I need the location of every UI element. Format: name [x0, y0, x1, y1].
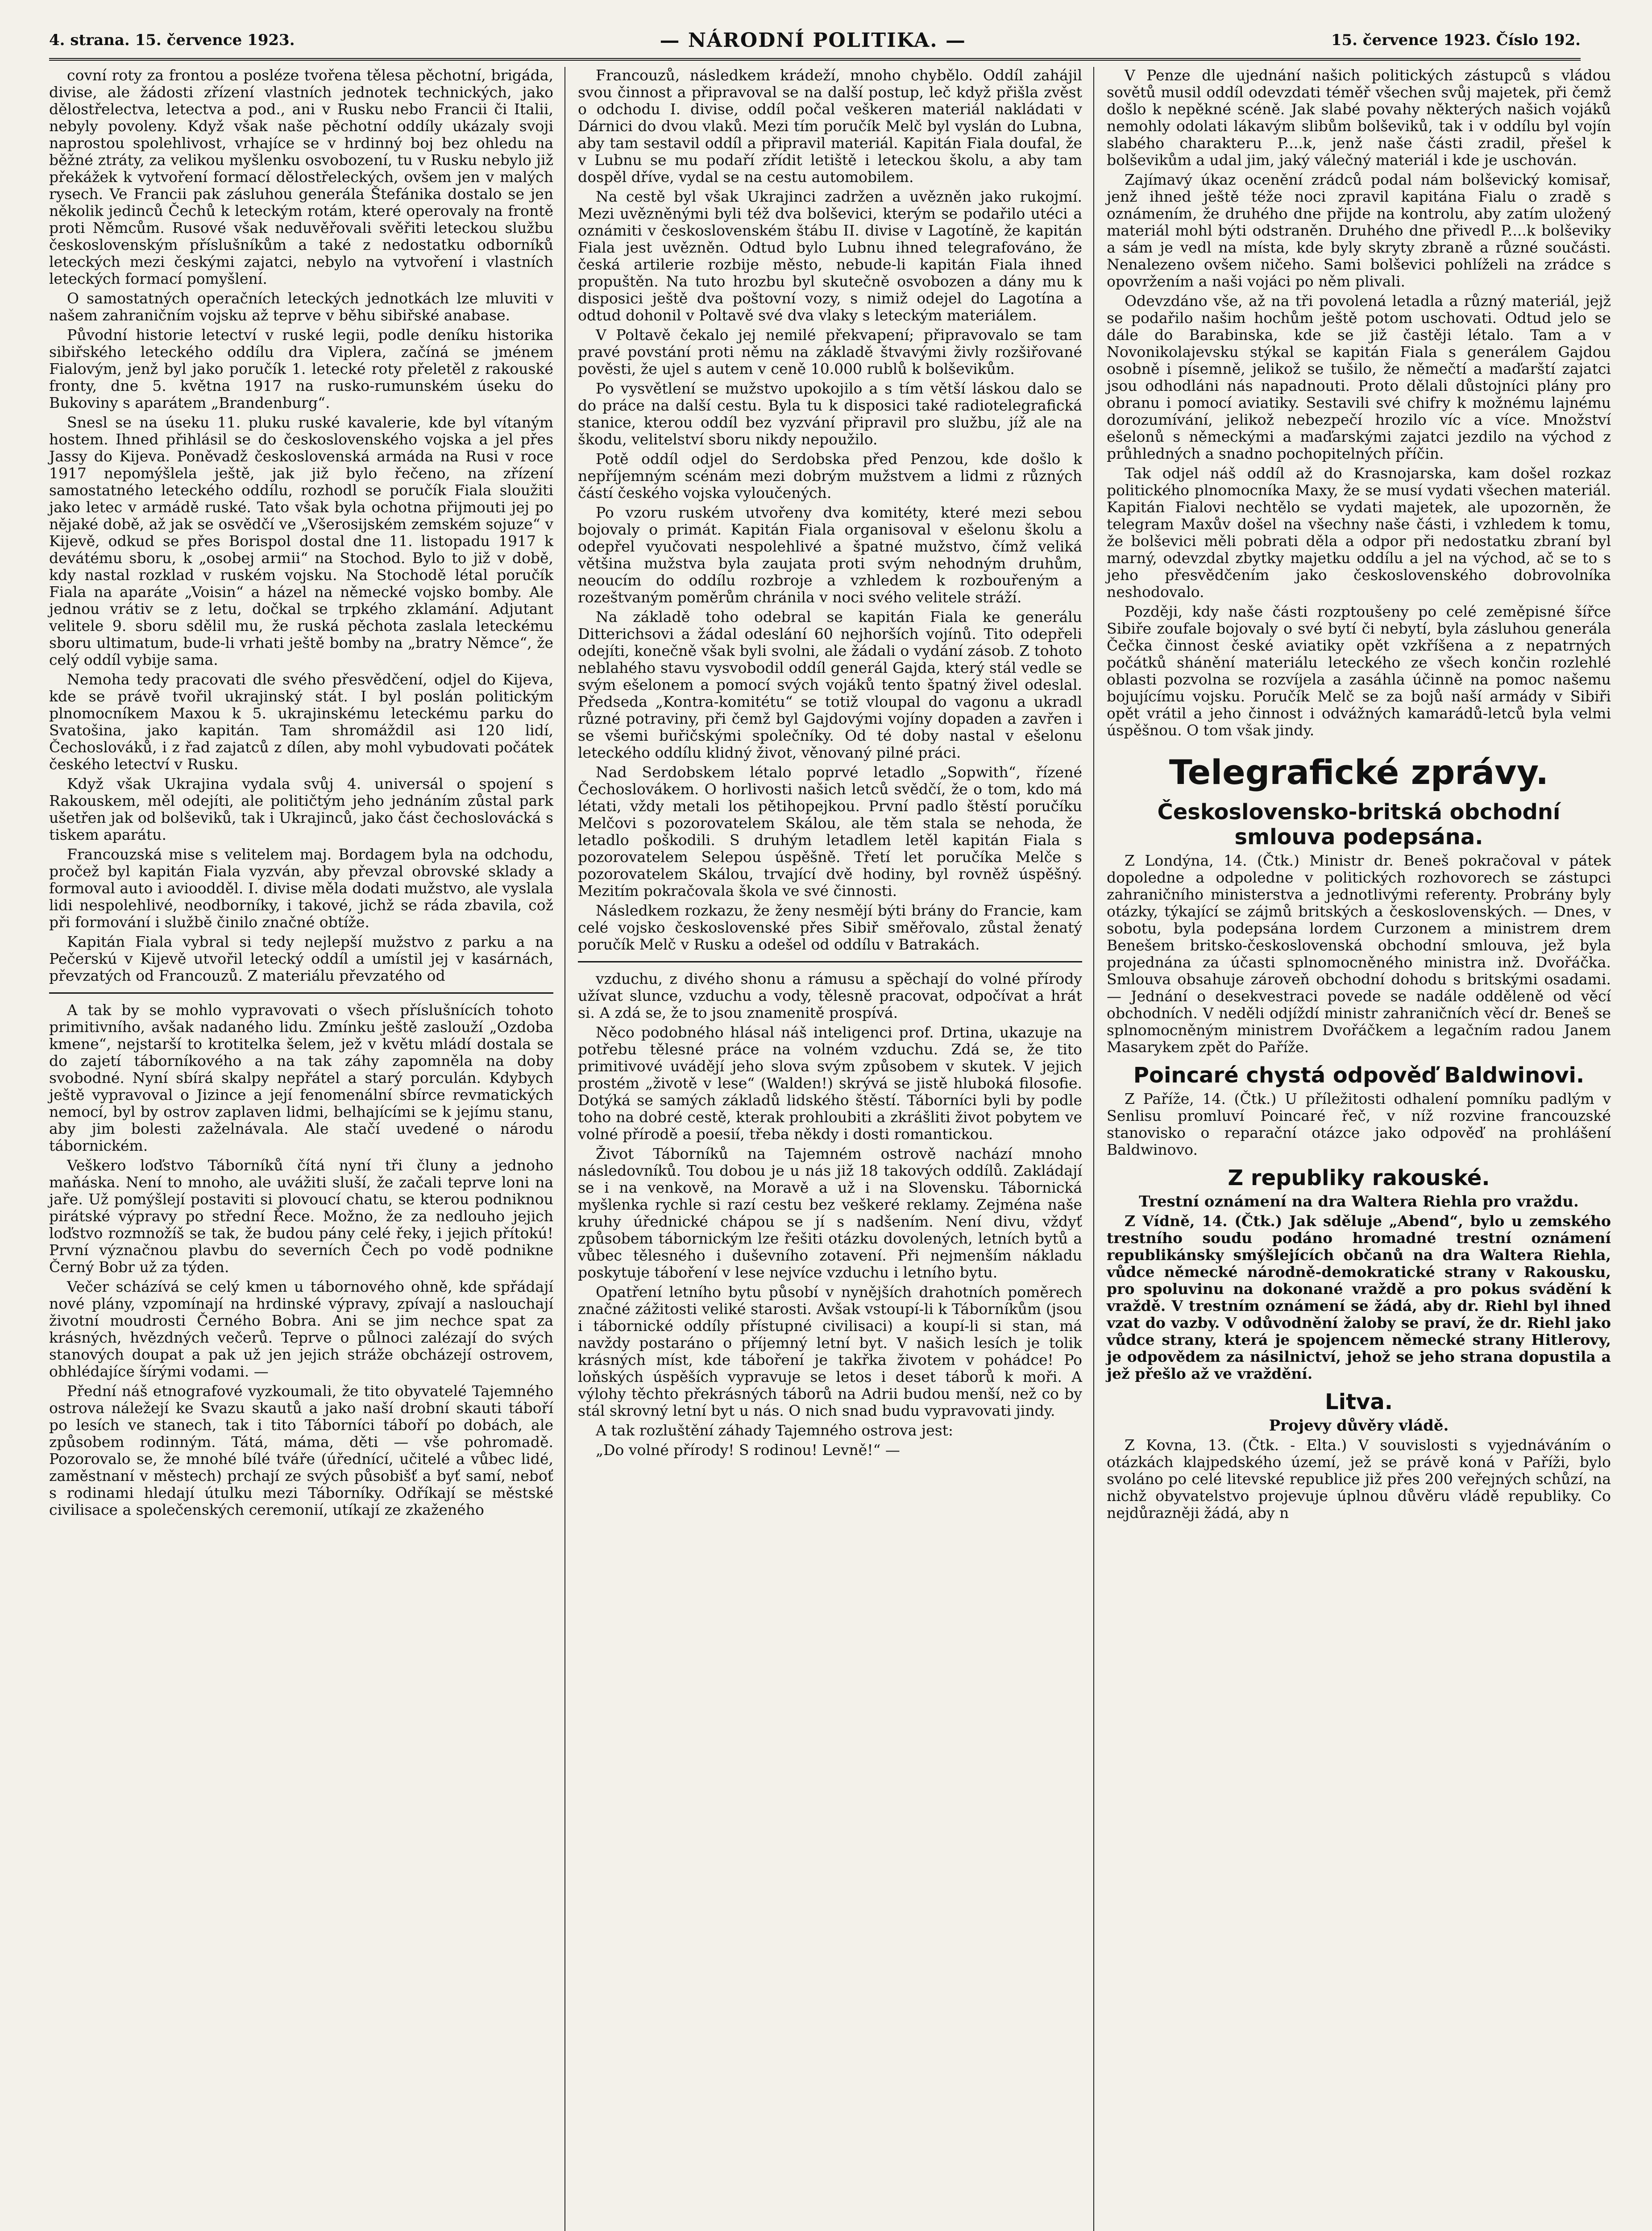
paragraph: Nad Serdobskem létalo poprvé letadlo „Sopwith“, řízené Čechoslovákem. O horlivosti našich letců svědčí, že o tom, kdo má létati, vždy metali los pětihopejkou. První padlo štěstí poručíku Melčovi s pozorovatelem Skálou, ale těm stala se nehoda, že letadlo poškodili. S druhým letadlem letěl kapitán Fiala s pozorovatelem Selepou úspěšně. Třetí let poručíka Melče s pozorovatelem Skálou, trvající dvě hodiny, byl rovněž úspěšný. Mezitím pokračovala škola ve své činnosti. [578, 763, 1082, 900]
paragraph: Na základě toho odebral se kapitán Fiala ke generálu Ditterichsovi a žádal odeslání 60 nejhorších vojínů. Tito odepřeli odejíti, konečně však byli svolni, ale žádali o vydání zásob. Z tohoto neblahého stavu vysvobodil oddíl generál Gajda, který stál vedle se svým ešelonem a pomocí svých vojáků tento špatný živel odeslal. Předseda „Kontra-komitétu“ se totiž vloupal do vagonu a ukradl různé potraviny, při čemž byl Gajdovými vojíny dopaden a zavřen i se všemi buřičskými společníky. Od té doby nastal v ešelonu leteckého oddílu klidný život, věnovaný pilné práci. [578, 608, 1082, 761]
section-divider [49, 992, 553, 994]
paragraph: V Poltavě čekalo jej nemilé překvapení; připravovalo se tam pravé povstání proti němu na základě štvavými živly rozšiřované pověsti, že ujel s autem v ceně 10.000 rublů k bolševikům. [578, 326, 1082, 377]
paragraph: Po vzoru ruském utvořeny dva komitéty, které mezi sebou bojovaly o primát. Kapitán Fiala organisoval v ešelonu školu a odepřel vyučovati nespolehlivé a špatné mužstvo, čímž veliká většina mužstva byla zaujata proti svým nehodným druhům, neoucím do oddílu rozbroje a vzhledem k rozbouřeným a rozeštvaným poměrům chránila v noci svého velitele stráží. [578, 504, 1082, 606]
page-header [49, 27, 1581, 54]
paragraph: V Penze dle ujednání našich politických zástupců s vládou sovětů musil oddíl odevzdati téměř všechen svůj majetek, při čemž došlo k nepěkné scéně. Jak slabé povahy některých našich vojáků nemohly odolati lákavým slibům bolševiků, tak i v oddílu byl vojín slabého charakteru P....k, jenž naše části zradil, přešel k bolševikům a udal jim, jaký válečný materiál i kde je uschován. [1107, 66, 1611, 169]
paragraph: A tak rozluštění záhady Tajemného ostrova jest: [596, 1422, 954, 1439]
paragraph: Z Paříže, 14. (Čtk.) U příležitosti odhalení pomníku padlým v Senlisu promluví Poincaré řeč, v níž rozvine francouzské stanovisko o reparační otázce jako odpověď na prohlášení Baldwinovo. [1107, 1090, 1611, 1158]
header-right: 15. července 1923. Číslo 192. [1331, 31, 1581, 49]
header-rule [49, 58, 1581, 61]
paragraph: Přední náš etnografové vyzkoumali, že tito obyvatelé Tajemného ostrova náležejí ke Svazu skautů a jako naší drobní skauti táboří po lesích ve stanech, tak i tito Táborníci táboří po dobách, ale způsobem rodinným. Tátá, máma, děti — vše pohromadě. Pozorovalo se, že mnohé bílé tváře (úřednící, učitelé a vůbec lidé, zaměstnaní v městech) prchají ze svých působišť a byť samí, neboť s rodinami hledají útulku mezi Táborníky. Odříkají se městské civilisace a společenských ceremonií, utíkají ze zkaženého [49, 1382, 553, 1518]
paragraph: Následkem rozkazu, že ženy nesmějí býti brány do Francie, kam celé vojsko československé přes Sibiř směřovalo, zůstal ženatý poručík Melč v Rusku a odešel od oddílu v Batrakách. [578, 902, 1082, 953]
column-2 [578, 67, 1082, 1461]
paragraph: Večer scházívá se celý kmen u tábornového ohně, kde spřádají nové plány, vzpomínají na hrdinské výpravy, zpívají a naslouchají životní moudrosti Černého Bobra. Ani se jim nechce spat za krásných, hvězdných večerů. Teprve o půlnoci zalézají do svých stanových doupat a pak už jen jejich stráže obcházejí ostrovem, obhlédajíce šírými vodami. — [49, 1278, 553, 1380]
section-divider [578, 961, 1082, 962]
paragraph: covní roty za frontou a posléze tvořena tělesa pěchotní, brigáda, divise, ale žádosti zřízení vlastních jednotek technických, jako dělostřelectva, letectva a pod., ani v Rusku nebo Francii či Italii, nebyly povoleny. Když však naše pěchotní oddíly ukázaly svoji naprostou spolehlivost, vrhajíce se v hrdinný boj bez ohledu na běžné ztráty, za velikou myšlenku osvobození, tu v Rusku nebylo již překážek k vytvoření formací dělostřeleckých, ovšem jen v malých rysech. Ve Francii pak zásluhou generála Štefánika dostalo se jen několik jedinců Čechů k leteckým rotám, které operovaly na frontě proti Němcům. Rusové však neduvěřovali svěřiti leteckou službu československým příslušníkům a také z nedostatku odborníků leteckých mezi českými zajatci, nebylo na vytvoření i vlastních leteckých formací pomyšlení. [49, 66, 553, 287]
paragraph: Potě oddíl odjel do Serdobska před Penzou, kde došlo k nepříjemným scénám mezi dobrým mužstvem a lidmi z různých částí českého vojska vyloučených. [578, 450, 1082, 502]
paragraph: Zajímavý úkaz ocenění zrádců podal nám bolševický komisař, jenž ihned ještě téže noci zpravil kapitána Fialu o zradě s oznámením, že druhého dne přijde na kontrolu, aby zatím uložený materiál mohl býti odstraněn. Druhého dne přivedl P....k bolševiky a sám je vedl na místa, kde byly skryty zbraně a různé součásti. Nenalezeno ovšem ničeho. Sami bolševici pohlíželi na zrádce s opovržením a naši vojáci po něm plivali. [1107, 171, 1611, 290]
paragraph: Z Kovna, 13. (Čtk. - Elta.) V souvislosti s vyjednáváním o otázkách klajpedského území, jež se právě koná v Paříži, bylo svoláno po celé litevské republice již přes 200 veřejných schůzí, na nichž obyvatelstvo projevuje úplnou důvěru vládě republiky. Co nejdůrazněji žádá, aby n [1107, 1436, 1611, 1522]
paragraph: Z Londýna, 14. (Čtk.) Ministr dr. Beneš pokračoval v pátek dopoledne a odpoledne v politických rozhovorech se zástupci zahraničního ministerstva a jednotlivými referenty. Probrány byly otázky, týkající se zájmů britských a československých. — Dnes, v sobotu, byla podepsána lordem Curzonem a ministrem drem Benešem britsko-československá obchodní smlouva, jež byla projednána za účasti splnomocněného ministra inž. Dvořáčka. Smlouva obsahuje zároveň obchodní dohodu s britskými osadami. — Jednání o desekvestraci povede se nadále odděleně od věcí obchodních. V neděli odjíždí ministr zahraničních věcí dr. Beneš se splnomocněným ministrem Dvořáčkem a legačním radou Janem Masarykem zpět do Paříže. [1107, 852, 1611, 1056]
paragraph: Původní historie letectví v ruské legii, podle deníku historika sibiřského leteckého oddílu dra Viplera, začíná se jménem Fialovým, jenž byl jako poručík 1. letecké roty přeletěl z rakouské fronty, dne 5. května 1917 na rusko-rumunském úseku do Bukoviny s aparátem „Brandenburg“. [49, 326, 553, 411]
paragraph: A tak by se mohlo vypravovati o všech příslušnících tohoto primitivního, avšak nadaného lidu. Zmínku ještě zaslouží „Ozdoba kmene“, nejstarší to krotitelka šelem, jež v květu mládí dostala se do zajetí táborníkového a na tak záhy zapomněla na doby svobodné. Nyní sbírá skalpy nepřátel a starý porculán. Kdybych ještě vypravoval o Jizince a její fenomenální sbírce revmatických nemocí, byl by ostrov zaplaven lidmi, belhajícími se k jejímu stanu, aby jim bolesti zaželnávala. Ale stačí uvedené o národu tábornickém. [49, 1001, 553, 1154]
headline-poincare: Poincaré chystá odpověď Baldwinovi. [1133, 1063, 1585, 1088]
subheadline-trust: Projevy důvěry vládě. [1269, 1417, 1449, 1435]
paragraph: Odevzdáno vše, až na tři povolená letadla a různý materiál, jejž se podařilo našim hochům ještě potom uschovati. Odtud jelo se dále do Barabinska, kde se již častěji létalo. Tam a v Novonikolajevsku stýkal se kapitán Fiala s generálem Gajdou osobně i písemně, jelikož se tušilo, že němečtí a maďarští zajatci jsou odhodláni nás napadnouti. Proto dělali důstojníci plány pro obranu i pomocí aviatiky. Sestavili své chifry k možnému lajnému dorozumívání, jelikož nebezpečí hrozilo víc a více. Množství ešelonů s německými a maďarskými zajatci jezdilo na východ z průhledných a snadno pochopitelných příčin. [1107, 292, 1611, 462]
paragraph: Tak odjel náš oddíl až do Krasnojarska, kam došel rozkaz politického plnomocníka Maxy, že se musí vydati všechen materiál. Kapitán Fialovi nechtělo se vydati majetek, ale upozorněn, že telegram Maxův došel na všechny naše části, i vzhledem k tomu, že bolševici měli pobrati děla a odpor při nedostatku zbraní byl marný, odevzdal zbytky majetku oddílu a jel na východ, ač se to s jeho přesvědčením jako československého dobrovolníka neshodovalo. [1107, 464, 1611, 601]
paragraph: Kapitán Fiala vybral si tedy nejlepší mužstvo z parku a na Pečerskú v Kijevě utvořil letecký oddíl a umístil jej v kasárnách, převzatých od Francouzů. Z materiálu převzatého od [49, 933, 553, 984]
subheadline-riehl: Trestní oznámení na dra Waltera Riehla pro vraždu. [1139, 1193, 1579, 1211]
paragraph: vzduchu, z divého shonu a rámusu a spěchají do volné přírody užívat slunce, vzduchu a vody, tělesně pracovat, odpočívat a hrát si. A zdá se, že to jsou znamenitě prospívá. [578, 970, 1082, 1021]
paragraph: Život Táborníků na Tajemném ostrově nachází mnoho následovníků. Tou dobou je u nás již 18 takových oddílů. Zakládají se i na venkově, na Moravě a už i na Slovensku. Tábornická myšlenka rychle si razí cestu bez veškeré reklamy. Zejména naše kruhy úřednické chápou se jí s nadšením. Není divu, vždyť způsobem tábornickým lze řešiti otázku dovolených, letních bytů a vůbec tělesného i duševního zotavení. Při nejmenším nákladu poskytuje táboření v lese nejvíce vzduchu i letního bytu. [578, 1145, 1082, 1281]
paragraph: Z Vídně, 14. (Čtk.) Jak sděluje „Abend“, bylo u zemského trestního soudu podáno hromadné trestní oznámení republikánsky smýšlejících občanů na dra Waltera Riehla, vůdce německé národně-demokratické strany v Rakousku, pro spoluvinu na dokonané vraždě a pro pokus svádění k vraždě. V trestním oznámení se žádá, aby dr. Riehl byl ihned vzat do vazby. V odůvodnění žaloby se praví, že dr. Riehl jako vůdce strany, která je spojencem německé strany Hitlerovy, je odpovědem za násilnictví, jehož se jeho strana dopustila a jež přešlo až ve vraždění. [1107, 1212, 1611, 1382]
paragraph: „Do volné přírody! S rodinou! Levně!“ — [596, 1441, 900, 1459]
paragraph: Po vysvětlení se mužstvo upokojilo a s tím větší láskou dalo se do práce na další cestu. Byla tu k disposici také radiotelegrafická stanice, kterou oddíl bez vyzvání připravil pro službu, jíž ale na škodu, velitelství sboru nikdy nepoužilo. [578, 380, 1082, 448]
column-3 [1107, 67, 1611, 1524]
headline-cs-british-treaty: Československo-britská obchodní smlouva podepsána. [1157, 800, 1561, 850]
column-1 [49, 67, 553, 1521]
paragraph: Snesl se na úseku 11. pluku ruské kavalerie, kde byl vítaným hostem. Ihned přihlásil se do československého vojska a jel přes Jassy do Kijeva. Poněvadž československá armáda na Rusi v roce 1917 nepomýšlela ještě, jak již bylo řečeno, na zřízení samostatného leteckého oddílu, rozhodl se poručík Fiala sloužiti jako letec v armádě ruské. Tato však byla ochotna přijmouti jej po nějaké době, až jak se osvědčí ve „Všerosijském zemském sojuze“ v Kijevě, odkud se přes Borispol dostal dne 11. listopadu 1917 k devátému sboru, k „osobej armii“ na Stochod. Bylo to již v době, kdy nastal rozklad v ruském vojsku. Na Stochodě létal poručík Fiala na aparáte „Voisin“ a házel na německé vojsko bomby. Ale jednou vrátiv se z letu, dočkal se trpkého zklamání. Adjutant velitele 9. sboru sdělil mu, že ruská pěchota zaslala leteckému sboru ultimatum, bude-li vrhati ještě bomby na „bratry Němce“, že celý oddíl vybije sama. [49, 414, 553, 668]
paragraph: Když však Ukrajina vydala svůj 4. universál o spojení s Rakouskem, měl odejíti, ale političtým jeho jednáním zůstal park ušetřen jak od bolševiků, tak i Ukrajinců, jako část čechoslovácká s tiskem aparátu. [49, 775, 553, 843]
paragraph: Něco podobného hlásal náš inteligenci prof. Drtina, ukazuje na potřebu tělesné práce na volném vzduchu. Zdá se, že tito primitivové uvádějí jeho slova svým způsobem v skutek. V jejich prostém „životě v lese“ (Walden!) skrývá se jistě hluboká filosofie. Dotýká se samých základů lidského štěstí. Táborníci byli by podle toho na dobré cestě, kterak prohloubiti a zkrášliti život pobytem ve volné přírodě a poesií, třeba někdy i dosti romantickou. [578, 1024, 1082, 1143]
paragraph: Opatření letního bytu působí v nynějších drahotních poměrech značné zážitosti veliké starosti. Avšak vstoupí-li k Táborníkům (jsou i tábornické oddíly přístupné civilisaci) a koupí-li si stan, má navždy postaráno o příjemný letní byt. V našich lesích je tolik krásných míst, kde táboření je takřka životem v pohádce! Po loňských úspěších vypravuje se letos i deset táborů k moři. A výlohy těchto překrásných táborů na Adrii budou menší, než co by stál skrovný letní byt u nás. O nich snad budu vypravovati jindy. [578, 1283, 1082, 1419]
header-left: 4. strana. 15. července 1923. [49, 31, 295, 49]
paragraph: Francouzská mise s velitelem maj. Bordagem byla na odchodu, pročež byl kapitán Fiala vyzván, aby převzal obrovské sklady a formoval auto i avioodděl. I. divise měla dodati mužstvo, ale vyslala lidi nespolehlivé, neodborníky, i takové, jichž se ráda zbavila, což při formování i službě činilo značné obtíže. [49, 846, 553, 931]
masthead-title: — NÁRODNÍ POLITIKA. — [660, 29, 966, 52]
paragraph: Veškero loďstvo Táborníků čítá nyní tři čluny a jednoho maňáska. Není to mnoho, ale uvážiti sluší, že začali teprve loni na jaře. Už pomýšlejí postaviti si plovoucí chatu, se kterou podniknou pirátské výpravy po střední Řece. Možno, že za nedlouho jejich loďstvo rozmnožíš se tak, že budou pány celé řeky, i jejich přítokú! První význačnou plavbu do severních Čech po vodě podnikne Černý Bobr už za týden. [49, 1157, 553, 1276]
headline-lithuania: Litva. [1325, 1389, 1393, 1414]
paragraph: Na cestě byl však Ukrajinci zadržen a uvězněn jako rukojmí. Mezi uvězněnými byli též dva bolševici, kterým se podařilo utéci a oznámiti v československém štábu II. divise v Lagotíně, že kapitán Fiala jest uvězněn. Odtud bylo Lubnu ihned telegrafováno, že česká artilerie rozbije město, nebude-li kapitán Fiala ihned propuštěn. Na tuto hrozbu byl skutečně osvobozen a dány mu k disposici ještě dva poštovní vozy, s nimiž odejel do Lagotína a odtud dohonil v Poltavě své dva vlaky s leteckým materiálem. [578, 188, 1082, 324]
paragraph: Později, kdy naše části rozptoušeny po celé zeměpisné šířce Sibiře zoufale bojovaly o své bytí či nebytí, byla zásluhou generála Čečka činnost české aviatiky opět vzkříšena a z nepatrných počátků shánění materiálu leteckého ze všech končin rozlehlé oblasti pozvolna se rozvíjela a zasáhla účinně na pomoc našemu bojujícímu vojsku. Poručík Melč se za bojů naší armády v Sibiři opět vrátil a jeho činnost i odvážných kamarádů-letců byla velmi úspěšnou. O tom však jindy. [1107, 603, 1611, 739]
paragraph: Francouzů, následkem krádeží, mnoho chybělo. Oddíl zahájil svou činnost a připravoval se na další postup, leč když přišla zvěst o odchodu I. divise, oddíl počal veškeren materiál nakládati v Dárnici do dvou vlaků. Mezi tím poručík Melč byl vyslán do Lubna, aby tam sestavil oddíl a připravil materiál. Kapitán Fiala doufal, že v Lubnu se mu podaří zřídit letiště i leteckou školu, a aby tam dospěl dříve, vydal se na cestu automobilem. [578, 66, 1082, 186]
paragraph: O samostatných operačních leteckých jednotkách lze mluviti v našem zahraničním vojsku až teprve v běhu sibiřské anabase. [49, 290, 553, 324]
headline-austria: Z republiky rakouské. [1228, 1165, 1490, 1190]
column-divider [1093, 67, 1094, 2231]
section-heading-telegraf: Telegrafické zprávy. [1169, 752, 1549, 792]
paragraph: Nemoha tedy pracovati dle svého přesvědčení, odjel do Kijeva, kde se právě tvořil ukrajinský stát. I byl poslán politickým plnomocníkem Maxou k 5. ukrajinskému leteckému parku do Svatošina, jako kapitán. Tam shromáždil asi 120 lidí, Čechoslováků, i z řad zajatců z dílen, aby mohl vybudovati počátek českého letectví v Rusku. [49, 671, 553, 773]
